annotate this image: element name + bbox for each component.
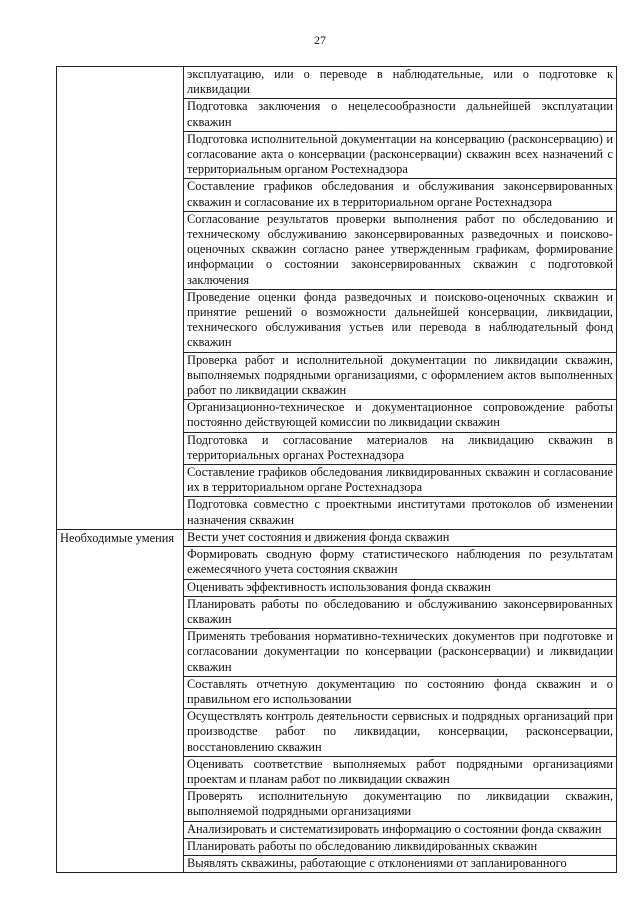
table-cell: Осуществлять контроль деятельности сервисных и подрядных организаций при производстве работ по ликвидации, консервации, расконсервации, восстановлению скважин	[184, 709, 617, 757]
table-cell: Оценивать соответствие выполняемых работ подрядными организациями проектам и планам работ по ликвидации скважин	[184, 756, 617, 788]
table-cell: Подготовка совместно с проектными институтами протоколов об изменении назначения скважин	[184, 497, 617, 529]
table-cell: Составление графиков обследования ликвидированных скважин и согласование их в территориальном органе Ростехнадзора	[184, 465, 617, 497]
table-cell: Анализировать и систематизировать информацию о состоянии фонда скважин	[184, 821, 617, 838]
table-row	[57, 67, 617, 99]
table-cell: Подготовка исполнительной документации на консервацию (расконсервацию) и согласование акта о консервации (расконсервации) скважин всех назначений с территориальным органом Ростехнадзора	[184, 131, 617, 179]
table-row	[57, 529, 617, 546]
requirements-table	[56, 66, 617, 873]
table-cell: Проверка работ и исполнительной документации по ликвидации скважин, выполняемых подрядными организациями, с оформлением актов выполненных работ по ликвидации скважин	[184, 352, 617, 400]
table-cell: Оценивать эффективность использования фонда скважин	[184, 579, 617, 596]
table-cell: Проверять исполнительную документацию по ликвидации скважин, выполняемой подрядными организациями	[184, 789, 617, 821]
table-cell: Согласование результатов проверки выполнения работ по обследованию и техническому обслуживанию законсервированных разведочных и поисково-оценочных скважин согласно ранее утвержденным графикам, формирование информации о состоянии законсервированных скважин с подготовкой заключения	[184, 211, 617, 289]
page-number: 27	[314, 33, 326, 47]
table-cell: Проведение оценки фонда разведочных и поисково-оценочных скважин и принятие решений о возможности дальнейшей консервации, ликвидации, технического обслуживания устьев или перевода в наблюдательный фонд скважин	[184, 289, 617, 352]
table-cell: Вести учет состояния и движения фонда скважин	[184, 529, 617, 546]
section-label-empty	[57, 67, 184, 530]
table-cell: эксплуатацию, или о переводе в наблюдательные, или о подготовке к ликвидации	[184, 67, 617, 99]
section-label-skills: Необходимые умения	[57, 529, 184, 872]
table-cell: Подготовка и согласование материалов на ликвидацию скважин в территориальных органах Ростехнадзора	[184, 432, 617, 464]
table-cell: Составлять отчетную документацию по состоянию фонда скважин и о правильном его использовании	[184, 676, 617, 708]
table-cell: Формировать сводную форму статистического наблюдения по результатам ежемесячного учета состояния скважин	[184, 547, 617, 579]
table-cell: Организационно-техническое и документационное сопровождение работы постоянно действующей комиссии по ликвидации скважин	[184, 400, 617, 432]
table-cell: Подготовка заключения о нецелесообразности дальнейшей эксплуатации скважин	[184, 99, 617, 131]
table-cell: Выявлять скважины, работающие с отклонениями от запланированного	[184, 855, 617, 872]
table-cell: Применять требования нормативно-технических документов при подготовке и согласовании документации по консервации (расконсервации) и ликвидации скважин	[184, 629, 617, 677]
table-cell: Составление графиков обследования и обслуживания законсервированных скважин и согласование их в территориальном органе Ростехнадзора	[184, 179, 617, 211]
table-cell: Планировать работы по обследованию и обслуживанию законсервированных скважин	[184, 596, 617, 628]
table-cell: Планировать работы по обследованию ликвидированных скважин	[184, 838, 617, 855]
